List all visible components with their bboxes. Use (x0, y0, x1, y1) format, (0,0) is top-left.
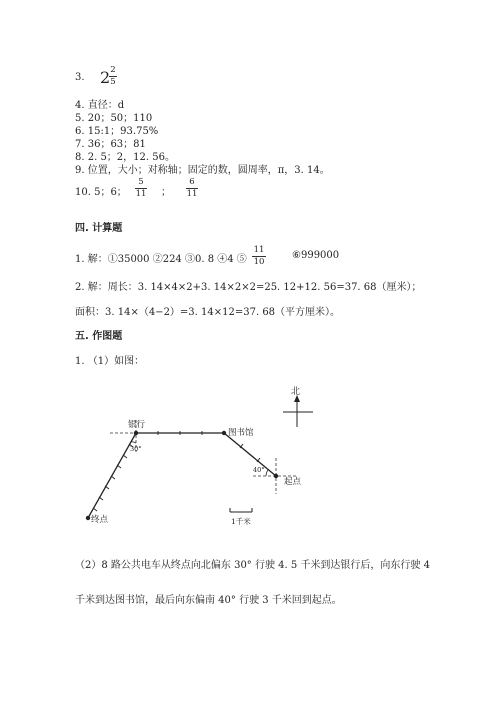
drawing-q2-line-1: （2）8 路公共电车从终点向北偏东 30° 行驶 4. 5 千米到达银行后，向东行驶 4 (75, 560, 430, 571)
answer-10-separator: ； (161, 187, 171, 198)
start-label: 起点 (284, 477, 302, 487)
section-5-title: 五. 作图题 (75, 331, 123, 342)
fraction-denominator: 11 (135, 188, 147, 199)
bank-angle-arc (131, 442, 136, 443)
answer-10-prefix: 10. 5；6； (75, 187, 127, 198)
drawing-q1-label: 1. （1）如图： (75, 356, 145, 367)
calc-q1-after: ⑥999000 (292, 250, 340, 261)
route-end-to-bank (88, 433, 136, 518)
section-4-title: 四. 计算题 (75, 223, 123, 234)
start-point (274, 474, 278, 478)
drawing-q2-line-2: 千米到达图书馆，最后向东偏南 40° 行驶 3 千米回到起点。 (75, 595, 342, 606)
answer-6: 6. 15:1；93.75% (75, 126, 159, 137)
scale-label: 1千米 (231, 517, 251, 526)
calc-q2-area: 面积：3. 14×（4−2）=3. 14×12=37. 68（平方厘米）。 (75, 307, 341, 318)
end-label: 终点 (91, 515, 109, 525)
fraction-denominator: 11 (186, 188, 198, 199)
scale-bar (230, 508, 252, 526)
fraction-denominator: 10 (253, 256, 265, 267)
end-point (86, 516, 90, 520)
route-ticks (93, 431, 260, 511)
fraction-numerator: 11 (253, 245, 265, 255)
answer-9: 9. 位置，大小；对称轴；固定的数，圆周率，π，3. 14。 (75, 165, 330, 176)
library-point (222, 431, 226, 435)
start-angle-label: 40° (253, 466, 265, 474)
bank-point (134, 431, 138, 435)
answer-3-number: 3. (75, 72, 85, 83)
answer-8: 8. 2. 5；2，12. 56。 (75, 152, 175, 163)
answer-3-frac-num: 2 (110, 65, 116, 75)
answer-3-whole: 2 (100, 68, 111, 87)
fraction-numerator: 5 (138, 177, 144, 187)
answer-3-frac-den: 5 (110, 76, 116, 87)
north-label: 北 (291, 387, 301, 397)
start-angle-arc (266, 470, 268, 476)
bank-label: 银行 (128, 420, 146, 430)
fraction-numerator: 6 (189, 177, 195, 187)
bank-angle-label: 30° (130, 445, 142, 453)
library-label: 图书馆 (228, 428, 254, 438)
north-compass (283, 385, 313, 427)
answer-4: 4. 直径：d (75, 100, 125, 111)
answer-5: 5. 20；50；110 (75, 113, 153, 124)
calc-q2-perimeter: 2. 解：周长：3. 14×4×2+3. 14×2×2=25. 12+12. 56=37. 68（厘米）； (75, 282, 422, 293)
calc-q1: 1. 解：①35000 ②224 ③0. 8 ④4 ⑤ (75, 254, 247, 265)
answer-7: 7. 36；63；81 (75, 139, 146, 150)
